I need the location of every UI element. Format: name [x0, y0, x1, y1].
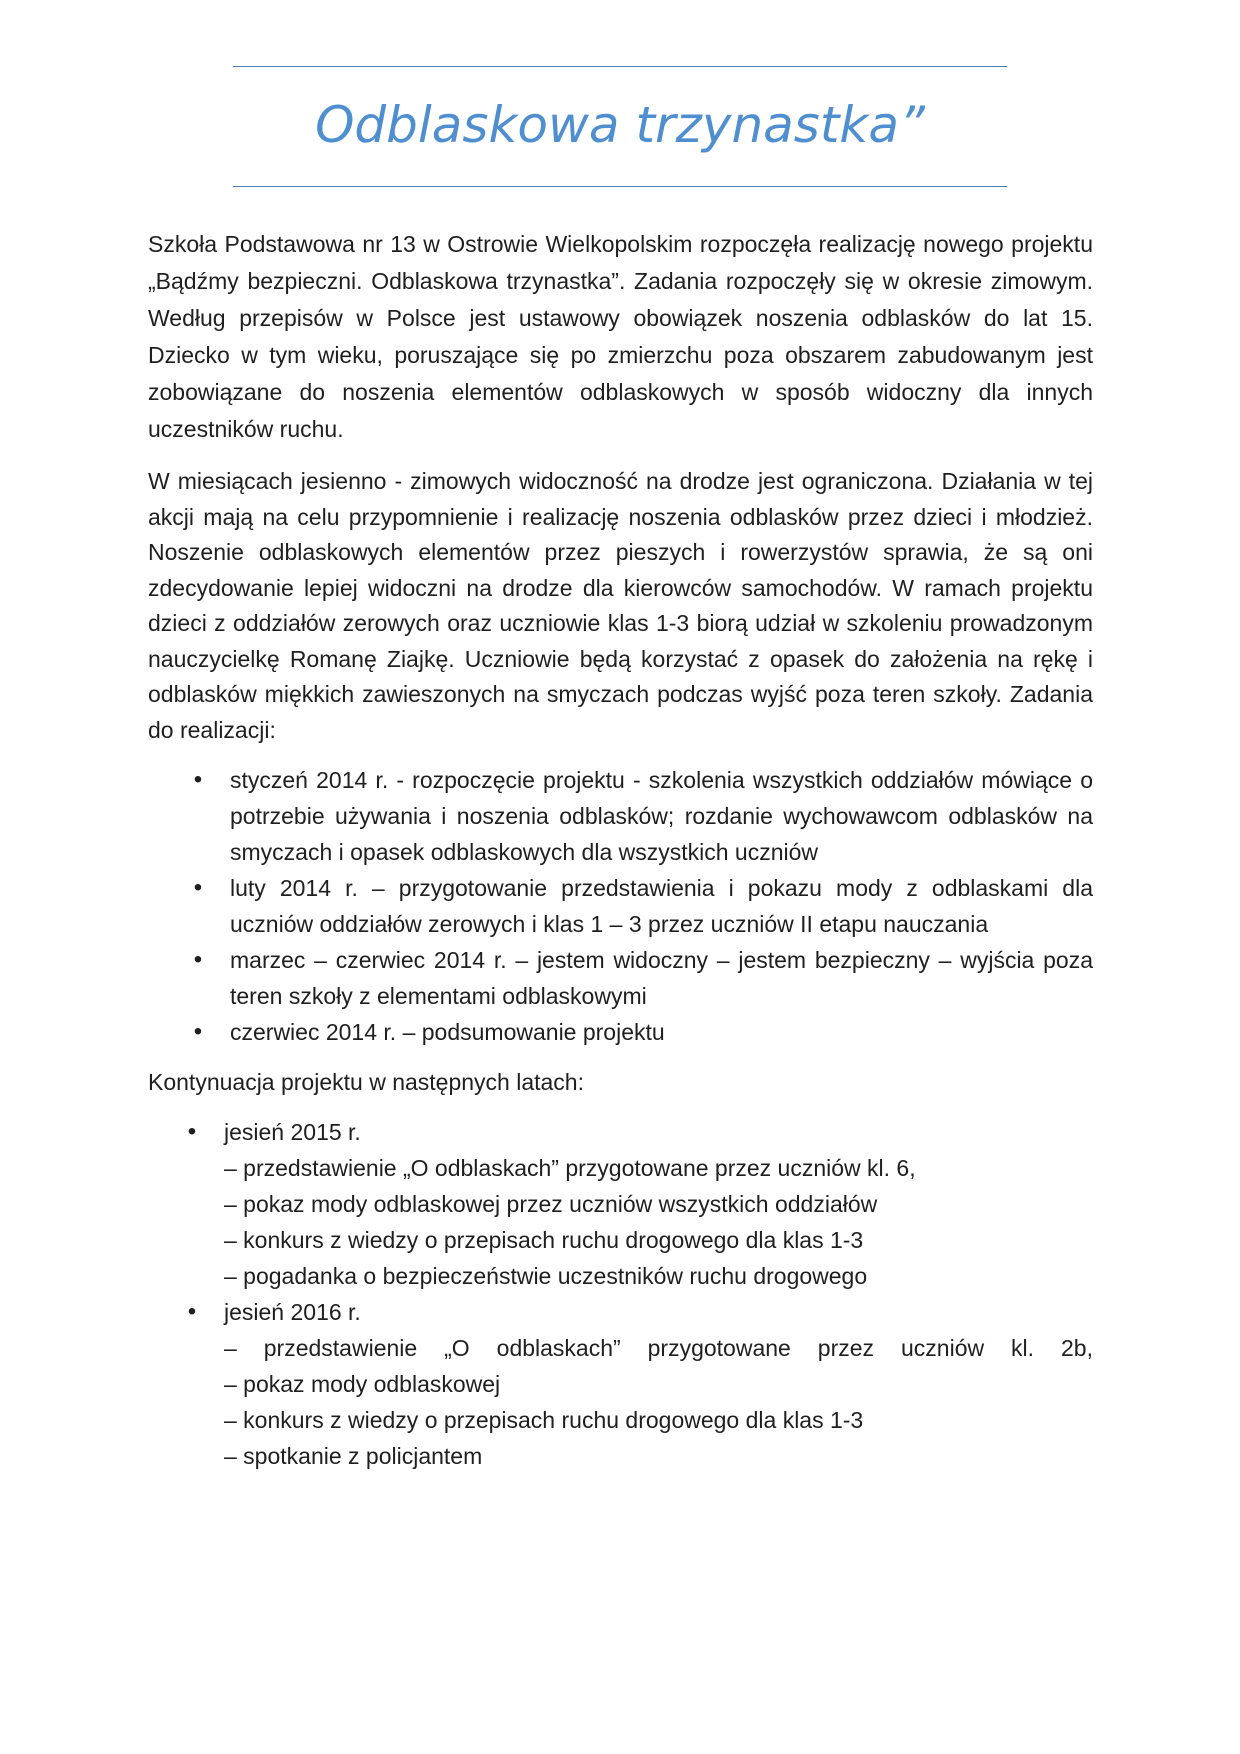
continuation-item-2016 [187, 1294, 1093, 1474]
bullet-icon: • [193, 766, 203, 793]
continuation-list [148, 1114, 1093, 1474]
title-top-rule [233, 66, 1007, 67]
continuation-subitem: – pokaz mody odblaskowej [224, 1371, 501, 1397]
task-list [148, 762, 1093, 1050]
continuation-subitem: – pogadanka o bezpieczeństwie uczestników ruchu drogowego [224, 1263, 868, 1289]
continuation-subitem: – przedstawienie „O odblaskach” przygotowane przez uczniów kl. 6, [224, 1155, 916, 1181]
title-bottom-rule [233, 186, 1007, 187]
bullet-icon: • [193, 946, 203, 973]
document-title: Odblaskowa trzynastka” [315, 96, 925, 154]
bullet-icon: • [193, 874, 203, 901]
task-text: czerwiec 2014 r. – podsumowanie projektu [230, 1019, 665, 1045]
bullet-icon: • [193, 1018, 203, 1045]
task-item-june [193, 1014, 1093, 1050]
continuation-item-2015 [187, 1114, 1093, 1294]
bullet-icon: • [187, 1118, 197, 1145]
task-item-january [193, 762, 1093, 870]
continuation-label: jesień 2015 r. [224, 1119, 361, 1145]
continuation-subitem: – konkurs z wiedzy o przepisach ruchu drogowego dla klas 1-3 [224, 1407, 864, 1433]
continuation-subitem: – przedstawienie „O odblaskach” przygotowane przez uczniów kl. 2b, [224, 1335, 1093, 1361]
task-text: luty 2014 r. – przygotowanie przedstawienia i pokazu mody z odblaskami dla uczniów oddziałów zerowych i klas 1 – 3 przez uczniów II etapu nauczania [230, 875, 1093, 937]
document-body [148, 226, 1093, 1474]
continuation-subitem: – spotkanie z policjantem [224, 1443, 483, 1469]
intro-paragraph: Szkoła Podstawowa nr 13 w Ostrowie Wielkopolskim rozpoczęła realizację nowego projektu „Bądźmy bezpieczni. Odblaskowa trzynastka”. Zadania rozpoczęły się w okresie zimowym. Według przepisów w Polsce jest ustawowy obowiązek noszenia odblasków do lat 15. Dziecko w tym wieku, poruszające się po zmierzchu poza obszarem zabudowanym jest zobowiązane do noszenia elementów odblaskowych w sposób widoczny dla innych uczestników ruchu. [148, 231, 1093, 442]
continuation-label: jesień 2016 r. [224, 1299, 361, 1325]
task-item-february [193, 870, 1093, 942]
task-item-march-june [193, 942, 1093, 1014]
bullet-icon: • [187, 1298, 197, 1325]
continuation-subitem: – pokaz mody odblaskowej przez uczniów wszystkich oddziałów [224, 1191, 878, 1217]
task-text: marzec – czerwiec 2014 r. – jestem widoczny – jestem bezpieczny – wyjścia poza teren szkoły z elementami odblaskowymi [230, 947, 1093, 1009]
continuation-heading: Kontynuacja projektu w następnych latach: [148, 1069, 584, 1095]
actions-paragraph: W miesiącach jesienno - zimowych widoczność na drodze jest ograniczona. Działania w tej akcji mają na celu przypomnienie i realizację noszenia odblasków przez dzieci i młodzież. Noszenie odblaskowych elementów przez pieszych i rowerzystów sprawia, że są oni zdecydowanie lepiej widoczni na drodze dla kierowców samochodów. W ramach projektu dzieci z oddziałów zerowych oraz uczniowie klas 1-3 biorą udział w szkoleniu prowadzonym nauczycielkę Romanę Ziajkę. Uczniowie będą korzystać z opasek do założenia na rękę i odblasków miękkich zawieszonych na smyczach podczas wyjść poza teren szkoły. Zadania do realizacji: [148, 468, 1093, 743]
task-text: styczeń 2014 r. - rozpoczęcie projektu - szkolenia wszystkich oddziałów mówiące o potrzebie używania i noszenia odblasków; rozdanie wychowawcom odblasków na smyczach i opasek odblaskowych dla wszystkich uczniów [230, 767, 1093, 865]
continuation-subitem: – konkurs z wiedzy o przepisach ruchu drogowego dla klas 1-3 [224, 1227, 864, 1253]
